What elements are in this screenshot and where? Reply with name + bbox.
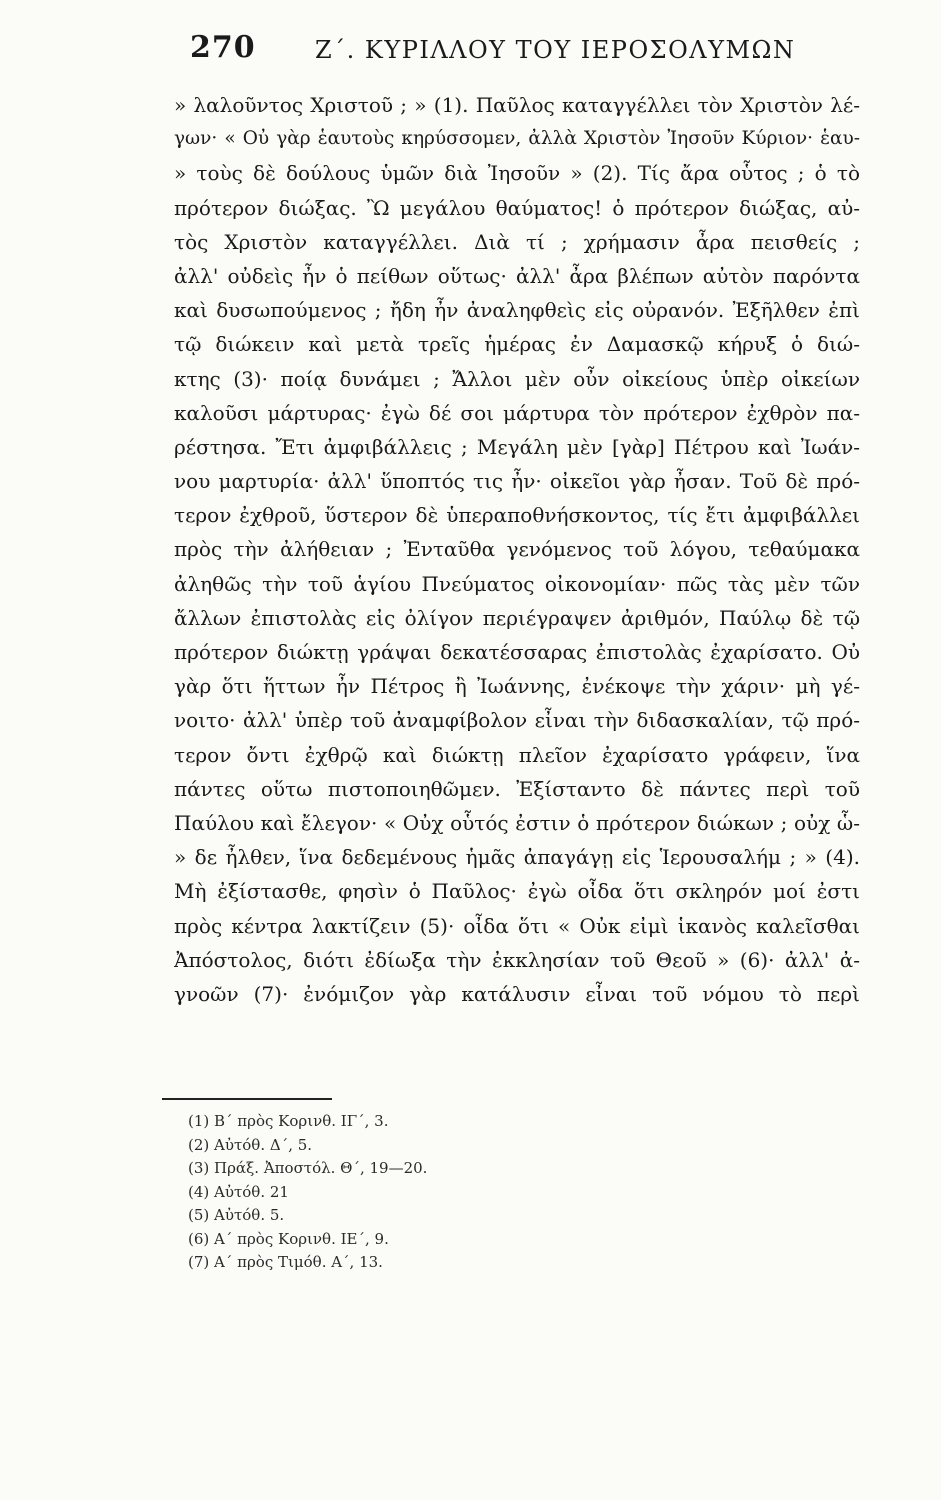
text-line: πρὸς κέντρα λακτίζειν (5)· οἶδα ὅτι « Οὐκ εἰμὶ ἱκανὸς καλεῖσθαι [174,913,860,938]
text-line: ρέστησα. Ἔτι ἀμφιβάλλεις ; Μεγάλη μὲν [γὰρ] Πέτρου καὶ Ἰωάν- [174,434,860,459]
text-line: πρότερον διώξας. Ὢ μεγάλου θαύματος! ὁ πρότερον διώξας, αὐ- [174,195,860,220]
text-line: γνοῶν (7)· ἐνόμιζον γὰρ κατάλυσιν εἶναι τοῦ νόμου τὸ περὶ [174,981,860,1006]
footnote: (1) Β΄ πρὸς Κορινθ. ΙΓ΄, 3. [188,1112,389,1130]
text-line: ἄλλων ἐπιστολὰς εἰς ὀλίγον περιέγραψεν ἀριθμόν, Παύλῳ δὲ τῷ [174,605,860,630]
text-line: γὰρ ὅτι ἥττων ἦν Πέτρος ἢ Ἰωάννης, ἐνέκοψε τὴν χάριν· μὴ γέ- [174,674,860,699]
footnotes [188,1110,688,1275]
text-line: Μὴ ἐξίστασθε, φησὶν ὁ Παῦλος· ἐγὼ οἶδα ὅτι σκληρόν μοί ἐστι [174,879,860,904]
text-line: Ἀπόστολος, διότι ἐδίωξα τὴν ἐκκλησίαν τοῦ Θεοῦ » (6)· ἀλλ' ἀ- [174,947,860,972]
footnote: (6) Α΄ πρὸς Κορινθ. ΙΕ΄, 9. [188,1229,389,1248]
text-line: καλοῦσι μάρτυρας· ἐγὼ δέ σοι μάρτυρα τὸν πρότερον ἐχθρὸν πα- [174,400,860,425]
text-line: πάντες οὕτω πιστοποιηθῶμεν. Ἐξίσταντο δὲ πάντες περὶ τοῦ [174,776,860,801]
text-line: γων· « Οὐ γὰρ ἑαυτοὺς κηρύσσομεν, ἀλλὰ Χριστὸν Ἰησοῦν Κύριον· ἑαυ- [174,128,860,150]
text-line: » τοὺς δὲ δούλους ὑμῶν διὰ Ἰησοῦν » (2). Τίς ἄρα οὗτος ; ὁ τὸ [174,161,860,186]
running-title: Ζ΄. ΚΥΡΙΛΛΟΥ ΤΟΥ ΙΕΡΟΣΟΛΥΜΩΝ [315,36,796,64]
text-line: ἀληθῶς τὴν τοῦ ἁγίου Πνεύματος οἰκονομίαν· πῶς τὰς μὲν τῶν [174,571,860,596]
footnote: (5) Αὐτόθ. 5. [188,1206,285,1224]
page-header [190,30,890,76]
text-line: » δε ἦλθεν, ἵνα δεδεμένους ἡμᾶς ἀπαγάγῃ εἰς Ἱερουσαλήμ ; » (4). [174,845,860,870]
footnote: (4) Αὐτόθ. 21 [188,1182,289,1201]
text-line: τερον ἐχθροῦ, ὕστερον δὲ ὑπεραποθνήσκοντος, τίς ἔτι ἀμφιβάλλει [174,503,860,528]
text-line: τῷ διώκειν καὶ μετὰ τρεῖς ἡμέρας ἐν Δαμασκῷ κήρυξ ὁ διώ- [174,332,860,357]
text-line: πρὸς τὴν ἀλήθειαν ; Ἐνταῦθα γενόμενος τοῦ λόγου, τεθαύμακα [174,537,860,562]
text-line: κτης (3)· ποίᾳ δυνάμει ; Ἄλλοι μὲν οὖν οἰκείους ὑπὲρ οἰκείων [174,366,860,391]
text-line: νου μαρτυρία· ἀλλ' ὕποπτός τις ἦν· οἰκεῖοι γὰρ ἦσαν. Τοῦ δὲ πρό- [174,469,860,494]
text-line: τὸς Χριστὸν καταγγέλλει. Διὰ τί ; χρήμασιν ἆρα πεισθείς ; [174,229,860,254]
text-line: τερον ὄντι ἐχθρῷ καὶ διώκτῃ πλεῖον ἐχαρίσατο γράφειν, ἵνα [174,742,860,767]
footnote-divider [162,1098,332,1100]
text-line: πρότερον διώκτῃ γράψαι δεκατέσσαρας ἐπιστολὰς ἐχαρίσατο. Οὐ [174,640,860,664]
text-line: Παύλου καὶ ἔλεγον· « Οὐχ οὗτός ἐστιν ὁ πρότερον διώκων ; οὐχ ὧ- [174,810,860,835]
footnote: (7) Α΄ πρὸς Τιμόθ. Α΄, 13. [188,1253,383,1271]
text-line: » λαλοῦντος Χριστοῦ ; » (1). Παῦλος καταγγέλλει τὸν Χριστὸν λέ- [174,93,860,117]
text-line: νοιτο· ἀλλ' ὑπὲρ τοῦ ἀναμφίβολον εἶναι τὴν διδασκαλίαν, τῷ πρό- [174,708,860,733]
text-line: ἀλλ' οὐδεὶς ἦν ὁ πείθων οὕτως· ἀλλ' ἆρα βλέπων αὐτὸν παρόντα [174,263,860,288]
footnote: (2) Αὐτόθ. Δ΄, 5. [188,1135,313,1154]
footnote: (3) Πράξ. Ἀποστόλ. Θ΄, 19—20. [188,1159,428,1177]
text-line: καὶ δυσωπούμενος ; ἤδη ἦν ἀναληφθεὶς εἰς οὐρανόν. Ἐξῆλθεν ἐπὶ [174,298,860,323]
body-text [174,88,860,1011]
page-number: 270 [190,30,256,65]
